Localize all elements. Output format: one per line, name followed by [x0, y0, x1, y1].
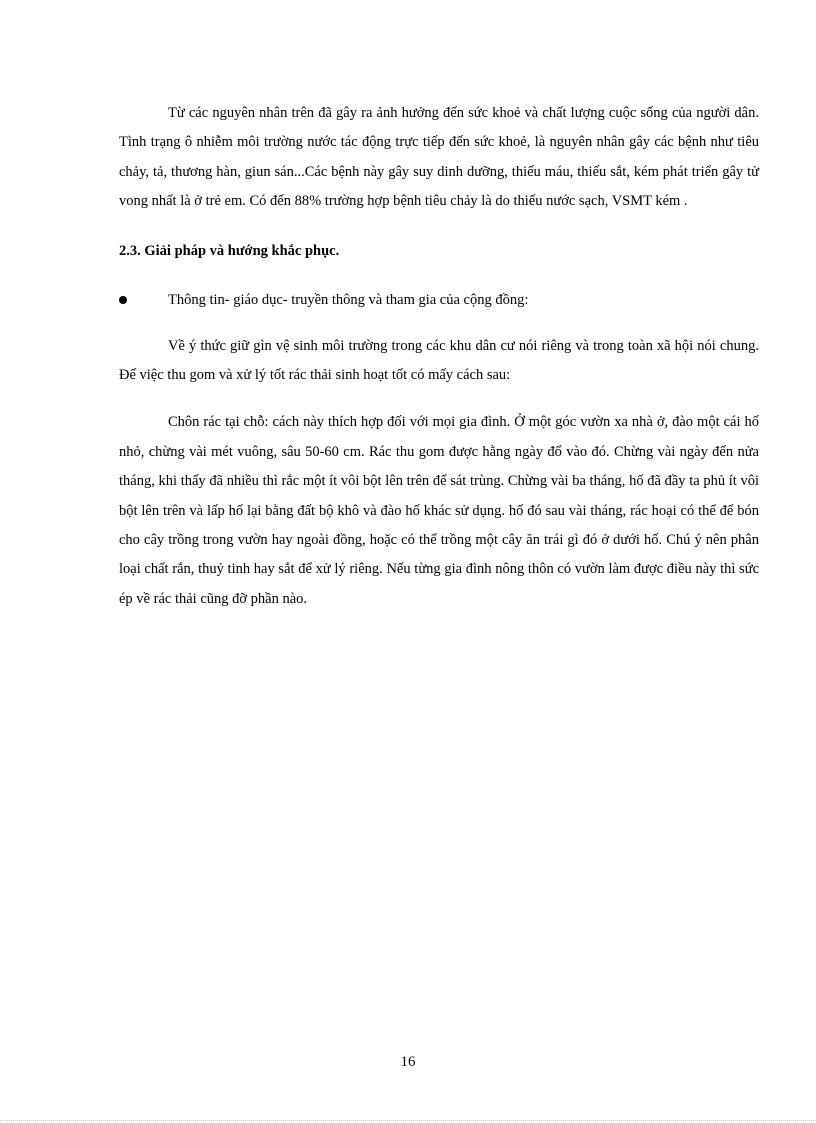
paragraph-health-impact: Từ các nguyên nhân trên đã gây ra ảnh hưởng đến sức khoẻ và chất lượng cuộc sống của người dân. Tình trạng ô nhiễm môi trường nước tác động trực tiếp đến sức khoẻ, là nguyên nhân gây các bệnh như tiêu chảy, tả, thương hàn, giun sán...Các bệnh này gây suy dinh dưỡng, thiếu máu, thiếu sắt, kém phát triển gây tử vong nhất là ở trẻ em. Có đến 88% trường hợp bệnh tiêu chảy là do thiếu nước sạch, VSMT kém .: [119, 105, 759, 210]
paragraph-burying-waste: Chôn rác tại chỗ: cách này thích hợp đối với mọi gia đình. Ở một góc vườn xa nhà ở, đào một cái hố nhỏ, chừng vài mét vuông, sâu 50-60 cm. Rác thu gom được hằng ngày đổ vào đó. Chừng vài ngày đến nửa tháng, khi thấy đã nhiều thì rắc một ít vôi bột lên trên để sát trùng. Chừng vài ba tháng, hố đã đầy ta phủ ít vôi bột lên trên và lấp hố lại bằng đất bộ khô và đào hố khác sử dụng. hố đó sau vài tháng, rác hoại có thể để bón cho cây trồng trong vườn hay ngoài đồng, hoặc có thể trồng một cây ăn trái gì đó ở dưới hố. Chú ý nên phân loại chất rắn, thuỷ tinh hay sắt để xử lý riêng. Nếu từng gia đình nông thôn có vườn làm được điều này thì sức ép về rác thải cũng đỡ phần nào.: [119, 414, 759, 607]
bullet-item-text: Thông tin- giáo dục- truyền thông và tham gia của cộng đồng:: [168, 291, 529, 308]
page-bottom-divider: [0, 1120, 816, 1121]
section-heading: 2.3. Giải pháp và hướng khắc phục.: [119, 242, 340, 259]
bullet-icon: [119, 296, 127, 304]
page-number: 16: [400, 1054, 416, 1070]
bullet-item: [119, 286, 759, 315]
page-content: [119, 99, 759, 614]
paragraph-awareness: Về ý thức giữ gìn vệ sinh môi trường trong các khu dân cư nói riêng và trong toàn xã hội nói chung. Để việc thu gom và xử lý tốt rác thải sinh hoạt tốt có mấy cách sau:: [119, 337, 759, 384]
